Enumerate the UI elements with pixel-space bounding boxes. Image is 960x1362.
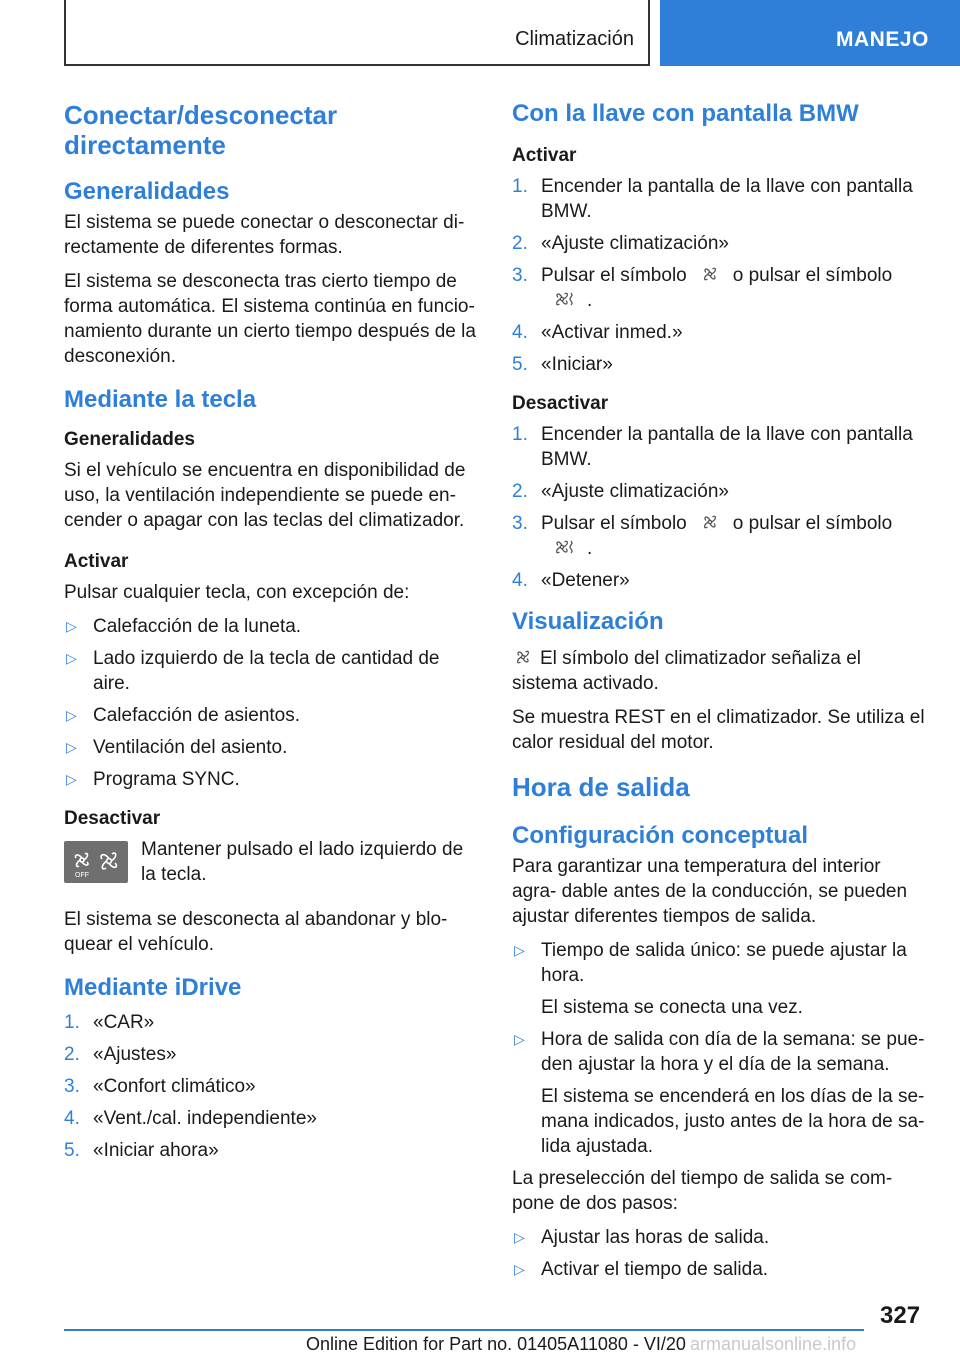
chapter-tab	[660, 0, 960, 66]
visualizacion-p2: Se muestra REST en el climatizador. Se utiliza el calor residual del motor.	[512, 707, 925, 753]
triangle-bullet-icon: ▷	[66, 650, 77, 666]
fan-icon	[699, 264, 721, 284]
fan-heat-icon	[553, 537, 575, 557]
fan-heat-icon	[553, 289, 575, 309]
triangle-bullet-icon: ▷	[514, 1031, 525, 1047]
list-item: 5. «Iniciar»	[512, 354, 613, 375]
visualizacion-p1: El símbolo del climatizador señaliza el sistema activado.	[512, 648, 862, 694]
heading-mediante-idrive: Mediante iDrive	[64, 974, 242, 1001]
page-number: 327	[880, 1302, 921, 1329]
tiempo-salida-list	[512, 938, 930, 1159]
section-title: Climatización	[515, 28, 634, 50]
list-item: 3. Pulsar el símbolo o pulsar el símbolo.	[512, 265, 893, 311]
heading-configuracion: Configuración conceptual	[512, 822, 809, 849]
triangle-bullet-icon: ▷	[514, 1261, 525, 1277]
list-item: ▷ Programa SYNC.	[66, 769, 240, 790]
pasos-list	[512, 1225, 930, 1282]
list-item: 4. «Activar inmed.»	[512, 322, 683, 343]
list-item: 3. Pulsar el símbolo o pulsar el símbolo.	[512, 513, 893, 559]
exception-list	[64, 614, 480, 792]
edition-text: Online Edition for Part no. 01405A11080 - VI/20	[306, 1334, 686, 1354]
list-item: ▷ Ajustar las horas de salida.	[514, 1227, 770, 1248]
list-item: ▷ Activar el tiempo de salida.	[514, 1259, 769, 1280]
generalidades-p2: El sistema se desconecta tras cierto tiempo de forma automática. El sistema continúa en funcio‐ namiento durante un cierto tiempo después de la desconexión.	[64, 271, 476, 367]
activar-text: Pulsar cualquier tecla, con excepción de:	[64, 582, 410, 603]
desactivar-row	[64, 837, 480, 893]
heading-llave-pantalla: Con la llave con pantalla BMW	[512, 100, 859, 127]
triangle-bullet-icon: ▷	[66, 739, 77, 755]
right-column	[512, 100, 930, 1289]
list-item: 3. «Confort climático»	[64, 1076, 256, 1097]
subheading-activar: Activar	[64, 551, 129, 572]
llave-activar-steps	[512, 174, 930, 377]
title-conectar: Conectar/desconectar directamente	[64, 100, 338, 160]
list-item: 2. «Ajuste climatización»	[512, 233, 729, 254]
list-item: 2. «Ajuste climatización»	[512, 481, 729, 502]
heading-generalidades: Generalidades	[64, 178, 230, 205]
list-item: 4. «Detener»	[512, 570, 630, 591]
triangle-bullet-icon: ▷	[514, 1229, 525, 1245]
header-section-box	[64, 0, 650, 66]
list-item: ▷ Hora de salida con día de la semana: se pue‐ den ajustar la hora y el día de la semana. El sistema se encenderá en los días de la se‐ mana indicados, justo antes de la hora de sa‐ lida ajustada.	[514, 1029, 925, 1157]
footer-rule	[64, 1329, 864, 1331]
subheading-activar-llave: Activar	[512, 145, 577, 166]
fan-off-key-icon	[64, 841, 128, 883]
fan-icon	[512, 647, 534, 667]
desactivar-text: Mantener pulsado el lado izquierdo de la tecla.	[141, 839, 464, 885]
heading-visualizacion: Visualización	[512, 608, 664, 635]
list-item: 1. Encender la pantalla de la llave con pantalla BMW.	[512, 424, 913, 470]
subheading-desactivar: Desactivar	[64, 808, 161, 829]
list-item: ▷ Calefacción de la luneta.	[66, 616, 302, 637]
preseleccion-text: La preselección del tiempo de salida se com‐ pone de dos pasos:	[512, 1168, 893, 1214]
tecla-gen-text: Si el vehículo se encuentra en disponibilidad de uso, la ventilación independiente se puede en‐ cender o apagar con las teclas del climatizador.	[64, 460, 466, 531]
list-item: ▷ Tiempo de salida único: se puede ajustar la hora. El sistema se conecta una vez.	[514, 940, 907, 1018]
fan-icon	[699, 512, 721, 532]
list-item: ▷ Lado izquierdo de la tecla de cantidad de aire.	[66, 648, 440, 694]
triangle-bullet-icon: ▷	[66, 771, 77, 787]
hora-intro: Para garantizar una temperatura del interior agra‐ dable antes de la conducción, se pueden ajustar diferentes tiempos de salida.	[512, 856, 908, 927]
list-item: 2. «Ajustes»	[64, 1044, 177, 1065]
triangle-bullet-icon: ▷	[66, 618, 77, 634]
watermark: armanualsonline.info	[690, 1334, 857, 1354]
list-item: ▷ Calefacción de asientos.	[66, 705, 301, 726]
list-item: 5. «Iniciar ahora»	[64, 1140, 219, 1161]
chapter-label: MANEJO	[836, 28, 929, 51]
triangle-bullet-icon: ▷	[66, 707, 77, 723]
list-item: 4. «Vent./cal. independiente»	[64, 1108, 317, 1129]
subheading-generalidades: Generalidades	[64, 429, 195, 450]
title-hora-salida: Hora de salida	[512, 772, 690, 802]
heading-mediante-tecla: Mediante la tecla	[64, 386, 257, 413]
left-column	[64, 100, 480, 1170]
desconecta-text: El sistema se desconecta al abandonar y blo‐ quear el vehículo.	[64, 909, 448, 955]
triangle-bullet-icon: ▷	[514, 942, 525, 958]
list-item: 1. Encender la pantalla de la llave con pantalla BMW.	[512, 176, 913, 222]
list-item: ▷ Ventilación del asiento.	[66, 737, 288, 758]
llave-desactivar-steps	[512, 422, 930, 593]
list-item: 1. «CAR»	[64, 1012, 155, 1033]
idrive-steps	[64, 1010, 480, 1163]
svg-text:OFF: OFF	[75, 872, 89, 879]
subheading-desactivar-llave: Desactivar	[512, 393, 609, 414]
generalidades-p1: El sistema se puede conectar o desconectar di‐ rectamente de diferentes formas.	[64, 212, 465, 258]
